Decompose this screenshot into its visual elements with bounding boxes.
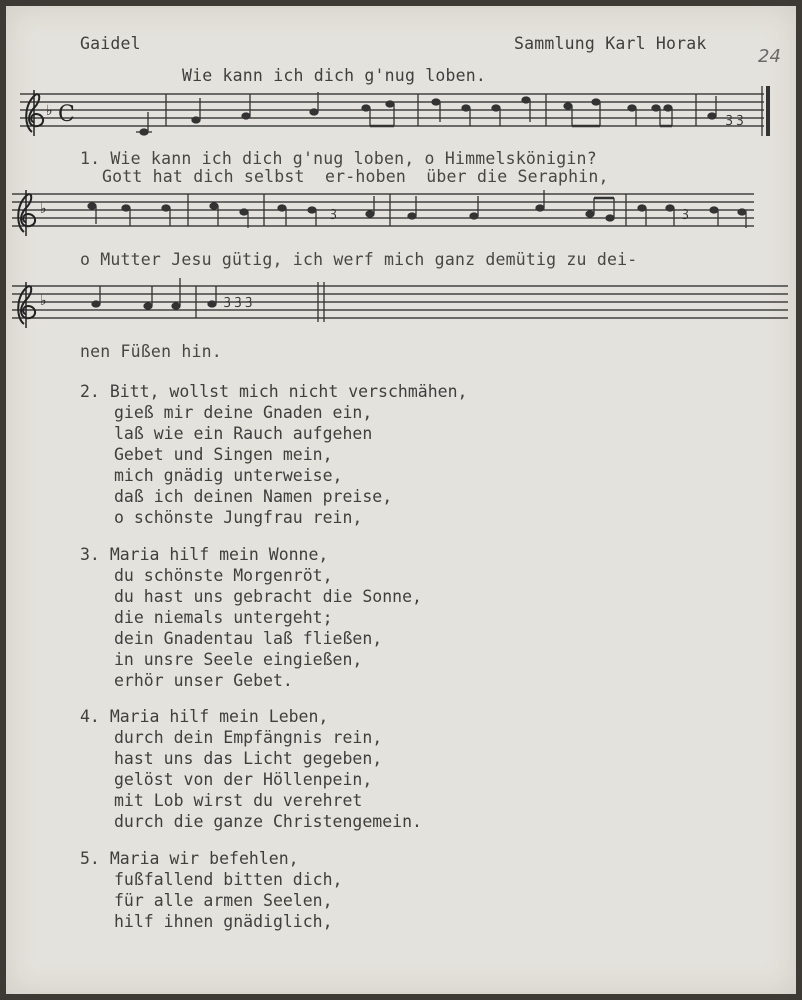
svg-text:ꝫ: ꝫ [330,205,337,220]
verse-line: gelöst von der Höllenpein, [114,770,373,789]
treble-clef-icon [18,190,35,236]
verse-line: Maria wir befehlen, [109,849,299,868]
header-author: Gaidel [80,34,141,53]
svg-text:ꝫ ꝫ: ꝫ ꝫ [726,111,744,126]
document-page [6,6,796,994]
song-title: Wie kann ich dich g'nug loben. [182,66,487,85]
music-staff-2 [6,186,796,238]
verse-line: du schönste Morgenröt, [114,566,333,585]
notes-group-2 [88,190,746,228]
verse-line: mich gnädig unterweise, [114,466,343,485]
lyric-line-1: 1. Wie kann ich dich g'nug loben, o Himmelskönigin? [80,149,597,168]
stanza-3 [80,544,422,691]
stanza-number: 2. [80,382,100,401]
stanza-number: 3. [80,545,100,564]
verse-line: du hast uns gebracht die Sonne, [114,587,422,606]
verse-line: Maria hilf mein Wonne, [109,545,329,564]
notes-group-3 [92,278,324,322]
verse-line: Maria hilf mein Leben, [109,707,329,726]
verse-line: durch die ganze Christengemein. [114,812,422,831]
svg-text:ꝫ ꝫ ꝫ: ꝫ ꝫ ꝫ [224,293,253,308]
verse-line: Gebet und Singen mein, [114,445,333,464]
verse-line: die niemals untergeht; [114,608,333,627]
verse-line: in unsre Seele eingießen, [114,650,363,669]
music-staff-3 [6,274,796,332]
treble-clef-icon [18,282,35,328]
stanza-number: 5. [80,849,100,868]
lyric-line-4: nen Füßen hin. [80,342,222,361]
verse-line: dein Gnadentau laß fließen, [114,629,383,648]
verse-line: für alle armen Seelen, [114,891,333,910]
verse-line: hilf ihnen gnädiglich, [114,912,333,931]
stanza-4 [80,706,422,832]
lyric-line-3: o Mutter Jesu gütig, ich werf mich ganz demütig zu dei- [80,250,638,269]
stanza-2 [80,381,467,528]
flat-sign-icon: ♭ [40,293,47,309]
verse-line: daß ich deinen Namen preise, [114,487,393,506]
page-number: 24 [758,46,781,67]
svg-text:ꝫ: ꝫ [682,205,689,220]
treble-clef-icon [26,90,43,136]
verse-line: erhör unser Gebet. [114,671,293,690]
flat-sign-icon: ♭ [46,103,53,119]
verse-line: hast uns das Licht gegeben, [114,749,383,768]
header-collection: Sammlung Karl Horak [514,34,707,53]
stanza-number: 4. [80,707,100,726]
common-time-icon: C [58,102,75,127]
verse-line: fußfallend bitten dich, [114,870,343,889]
lyric-line-2: Gott hat dich selbst er-hoben über die Seraphin, [102,167,609,186]
verse-line: gieß mir deine Gnaden ein, [114,403,373,422]
verse-line: durch dein Empfängnis rein, [114,728,383,747]
verse-line: Bitt, wollst mich nicht verschmähen, [109,382,468,401]
stanza-5 [80,848,342,932]
music-staff-1 [6,82,796,146]
flat-sign-icon: ♭ [40,201,47,217]
verse-line: o schönste Jungfrau rein, [114,508,363,527]
verse-line: laß wie ein Rauch aufgehen [114,424,373,443]
verse-line: mit Lob wirst du verehret [114,791,363,810]
